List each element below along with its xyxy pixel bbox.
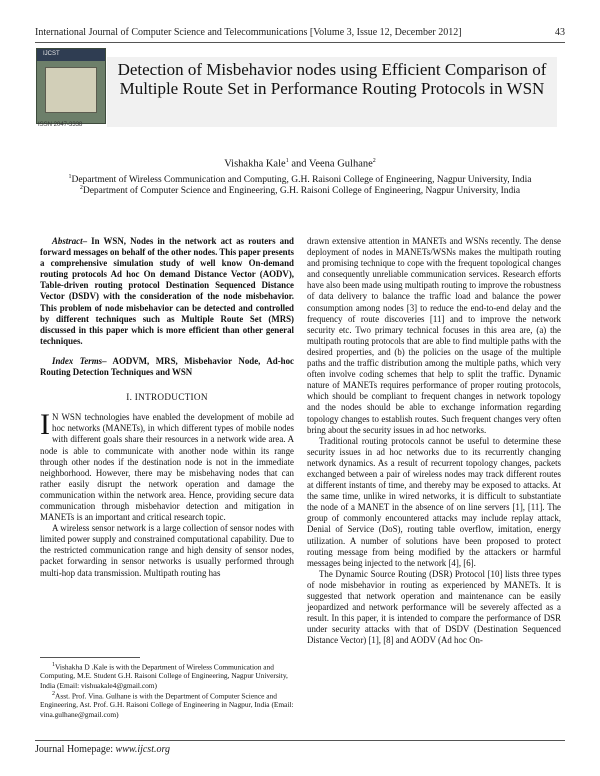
affiliation-2-text: Department of Computer Science and Engineering, G.H. Raisoni College of Engineering, Nagpur University, India	[82, 186, 521, 197]
drop-cap: I	[40, 408, 50, 442]
journal-cover-image	[36, 48, 106, 124]
section-heading-introduction: I. INTRODUCTION	[126, 392, 208, 403]
author-1-sup: 1	[285, 158, 289, 164]
left-column	[40, 236, 294, 719]
paper-title: Detection of Misbehavior nodes using Efficient Comparison of Multiple Route Set in Performance Routing Protocols in WSN	[117, 60, 547, 98]
intro-paragraph-4: Traditional routing protocols cannot be useful to determine these security issues in ad hoc networks due to its recurrently changing network dynamics. As a result of recurrent topology changes, packets exchanged between a pair of wireless nodes may track different routes at different instants of time, and thereby may be exposed to attacks. At the same time, unlike in wired networks, it is difficult to substantiate the node of a MANET in the absence of on line servers [1], [11]. The group of commonly encountered attacks may include replay attack, Denial of Service (DoS), routing table overflow, imitation, energy utilization. A number of solutions have been proposed to protect routing message from being modified by the attackers or harmful messages being injected to the network [4], [6].	[307, 435, 561, 568]
abstract	[40, 236, 294, 347]
footnote-1-text: Vishakha D .Kale is with the Department of Wireless Communication and Computing, M.E. Student G.H. Raisoni College of Engineering, Nagpur University, India (Email: vishuakale4@gmail.com)	[40, 662, 288, 690]
issn-label: ISSN 2047-3338	[38, 122, 83, 128]
journal-title: International Journal of Computer Science and Telecommunications [Volume 3, Issue 12, December 2012]	[35, 27, 462, 38]
footnote-1-sup: 1	[52, 661, 55, 668]
author-2: Veena Gulhane	[308, 158, 373, 170]
affiliation-1-text: Department of Wireless Communication and Computing, G.H. Raisoni College of Engineering, Nagpur University, India	[71, 175, 532, 186]
right-column	[307, 236, 561, 646]
affiliation-1-sup: 1	[68, 174, 72, 180]
index-terms	[40, 356, 294, 378]
intro-paragraph-1-text: N WSN technologies have enabled the development of mobile ad hoc networks (MANETs), in which different types of mobile nodes with different goals share their resources in a network wide area. A node is able to communicate with another node within its range through other nodes if the destination node is not in the immediate neighborhood. However, there may be misbehaving nodes that can rather easily disrupt the network operation and damage the communication within the network area. Hence, providing secure data communication through misbehavior detection and mitigation in MANETs is an important and critical research topic.	[40, 412, 294, 523]
running-footer	[35, 744, 170, 755]
footer-rule	[35, 740, 565, 741]
author-1: Vishakha Kale	[224, 158, 286, 170]
running-header	[35, 27, 565, 38]
index-terms-label: Index Terms	[52, 355, 103, 366]
intro-paragraph-3: drawn extensive attention in MANETs and WSNs recently. The dense deployment of nodes in MANETs/WSNs makes the multipath routing and promising technique to cope with the frequent topological changes and consequently unreliable communication services. Research efforts have also been made using multipath routing to improve the robustness of data delivery to balance the traffic load and balance the power consumption among nodes [3] to reduce the end-to-end delay and the frequency of route discoveries [11] and to improve the network security etc. Two primary technical focuses in this area are, (a) the multipath routing protocols that are able to find multiple paths with the desired properties, and (b) the policies on the usage of the multiple paths and the traffic distribution among the multiple paths, which very often involve coding schemes that help to split the traffic. Dynamic nature of MANETs requires performance of proper routing protocols, which should be compliant to frequent changes in network topology and the nodes should be able to exchange information regarding topology changes to establish routes. Such frequent changes very often bring about the security issues in ad hoc networks.	[307, 236, 561, 435]
header-rule	[35, 42, 565, 43]
footnote-1	[40, 661, 294, 690]
abstract-text: – In WSN, Nodes in the network act as routers and forward messages on behalf of the other nodes. This paper presents a comprehensive simulation study of well know On-demand routing protocols Ad hoc On demand Distance Vector (AODV), Table-driven routing protocol Destination Sequenced Distance Vector (DSDV) with the consideration of the node misbehavior. This problem of node misbehavior can be detected and controlled by different techniques such as Multiple Route Set (MRS) discussed in this paper which is more efficient than other general techniques.	[40, 236, 295, 346]
author-line	[40, 158, 560, 170]
cover-artwork	[45, 67, 97, 113]
footnote-rule	[40, 657, 140, 658]
intro-paragraph-5: The Dynamic Source Routing (DSR) Protocol [10] lists three types of node misbehavior in routing as experienced by MANETs. It is suggested that network operation and maintenance can be easily jeopardized and network performance will be severely affected as a result. In this paper, it is intended to compare the performance of DSR under security attacks with that of DSDV (Destination Sequenced Distance Vector) [1], [8] and AODV (Ad hoc On-	[307, 568, 561, 646]
abstract-label: Abstract	[52, 236, 83, 246]
affiliation-1	[40, 174, 560, 185]
footnote-2	[40, 690, 294, 719]
cover-label: IJCST	[43, 51, 60, 57]
footnote-2-text: Asst. Prof. Vina. Gulhane is with the Department of Computer Science and Engineering, Ast. Prof. G.H. Raisoni College of Engineering in Nagpur, India (Email: vina.gulhane@gmail.com)	[40, 691, 294, 719]
author-2-sup: 2	[372, 158, 376, 164]
affiliation-2	[40, 185, 560, 196]
footnote-2-sup: 2	[52, 690, 55, 697]
author-connector: and	[288, 158, 309, 170]
page-number: 43	[555, 27, 565, 38]
index-terms-text: – AODVM, MRS, Misbehavior Node, Ad-hoc Routing Detection Techniques and WSN	[40, 355, 294, 378]
affiliation-2-sup: 2	[79, 185, 83, 191]
intro-paragraph-2: A wireless sensor network is a large collection of sensor nodes with limited power supply and constrained computational capability. Due to the restricted communication range and high density of sensor nodes, packet forwarding in sensor networks is usually performed through multi-hop data transmission. Multipath routing has	[40, 523, 294, 578]
footer-label: Journal Homepage:	[35, 744, 116, 755]
intro-paragraph-1	[40, 408, 294, 523]
journal-homepage-link[interactable]: www.ijcst.org	[115, 744, 170, 755]
